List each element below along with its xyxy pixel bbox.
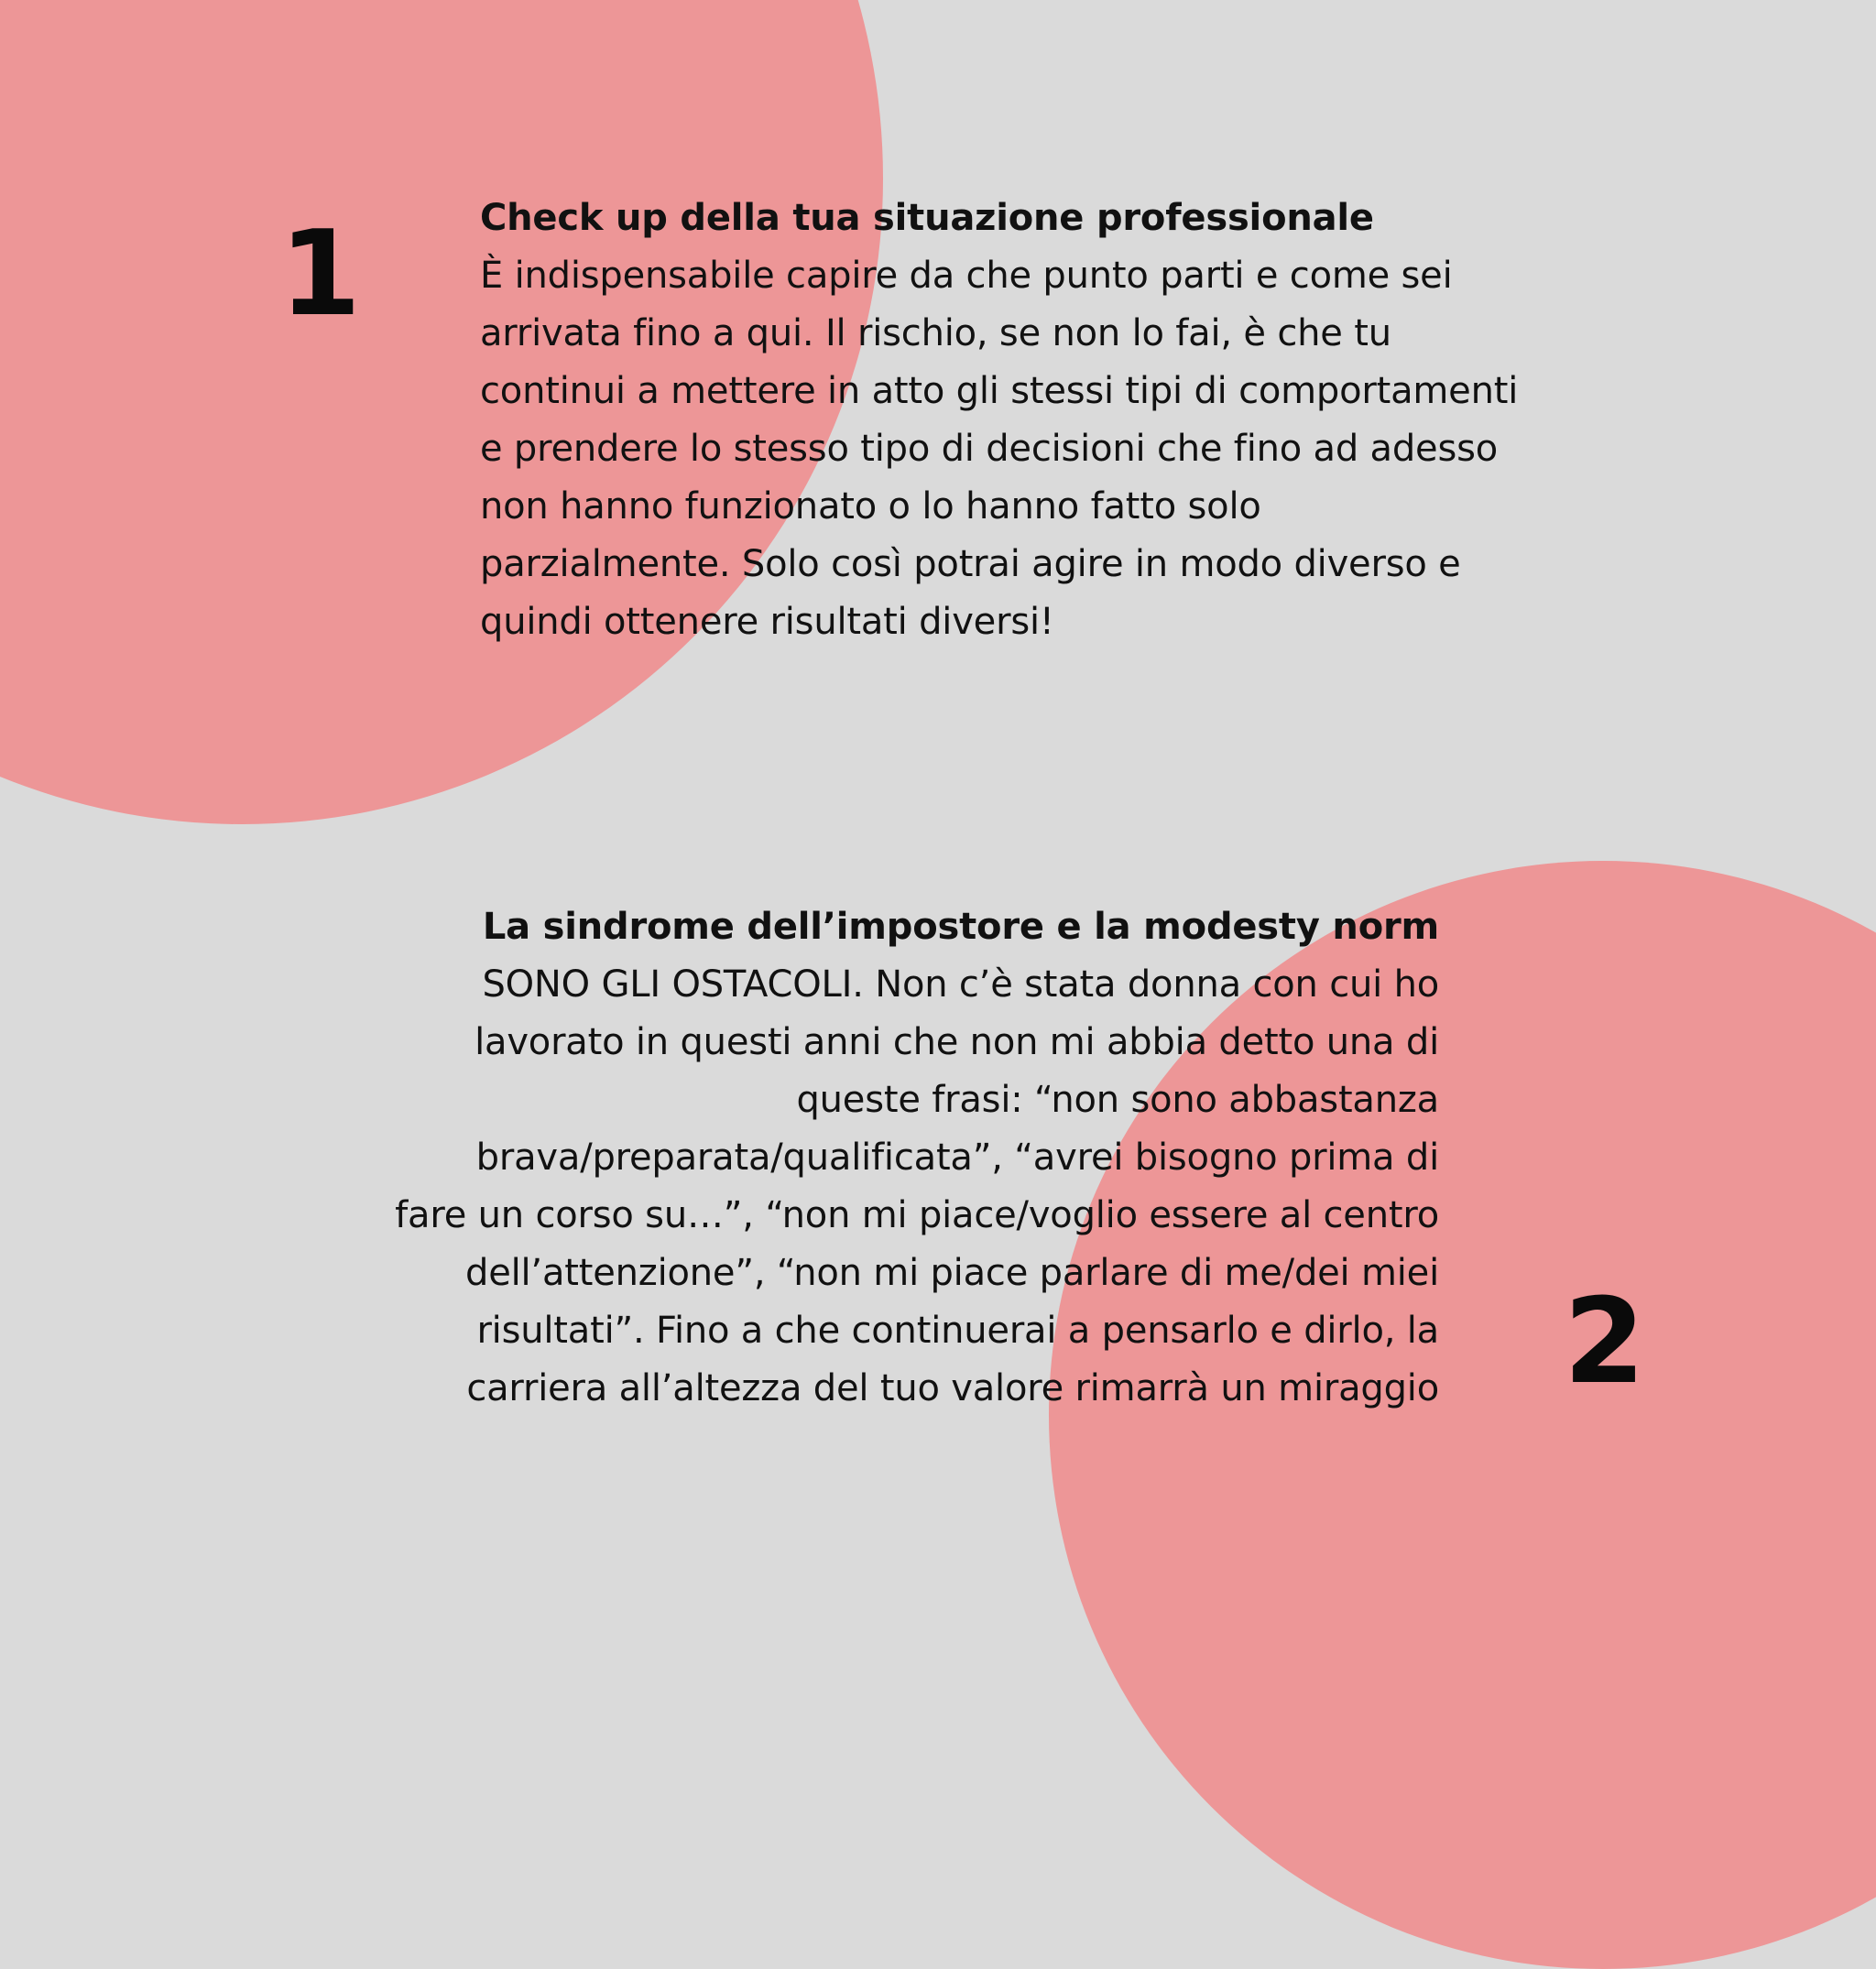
step-1-title: Check up della tua situazione professionale	[480, 197, 1374, 239]
step-2-line: lavorato in questi anni che non mi abbia detto una di	[474, 1021, 1439, 1063]
step-2-line: fare un corso su…”, “non mi piace/voglio essere al centro	[395, 1194, 1439, 1236]
step-1-line: È indispensabile capire da che punto parti e come sei	[480, 255, 1453, 297]
step-number-2: 2	[1564, 1274, 1646, 1410]
step-1-line: non hanno funzionato o lo hanno fatto solo	[480, 485, 1261, 528]
step-2-line: queste frasi: “non sono abbastanza	[796, 1079, 1439, 1121]
step-2-line: brava/preparata/qualificata”, “avrei bisogno prima di	[475, 1137, 1439, 1179]
step-2-block	[395, 898, 1439, 1418]
step-1-line: parzialmente. Solo così potrai agire in modo diverso e	[480, 543, 1461, 585]
step-2-line: SONO GLI OSTACOLI. Non c’è stata donna con cui ho	[482, 963, 1439, 1006]
step-2-line: risultati”. Fino a che continuerai a pensarlo e dirlo, la	[476, 1310, 1439, 1352]
step-2-title: La sindrome dell’impostore e la modesty norm	[482, 906, 1439, 948]
step-number-1: 1	[279, 206, 362, 343]
step-1-line: e prendere lo stesso tipo di decisioni che fino ad adesso	[480, 428, 1499, 470]
step-2-line: dell’attenzione”, “non mi piace parlare di me/dei miei	[465, 1252, 1439, 1294]
step-2-line: carriera all’altezza del tuo valore rimarrà un miraggio	[466, 1367, 1439, 1409]
step-1-line: continui a mettere in atto gli stessi tipi di comportamenti	[480, 370, 1519, 412]
step-1-line: arrivata fino a qui. Il rischio, se non lo fai, è che tu	[480, 312, 1391, 354]
step-1-block	[480, 190, 1518, 651]
step-1-line: quindi ottenere risultati diversi!	[480, 601, 1054, 643]
